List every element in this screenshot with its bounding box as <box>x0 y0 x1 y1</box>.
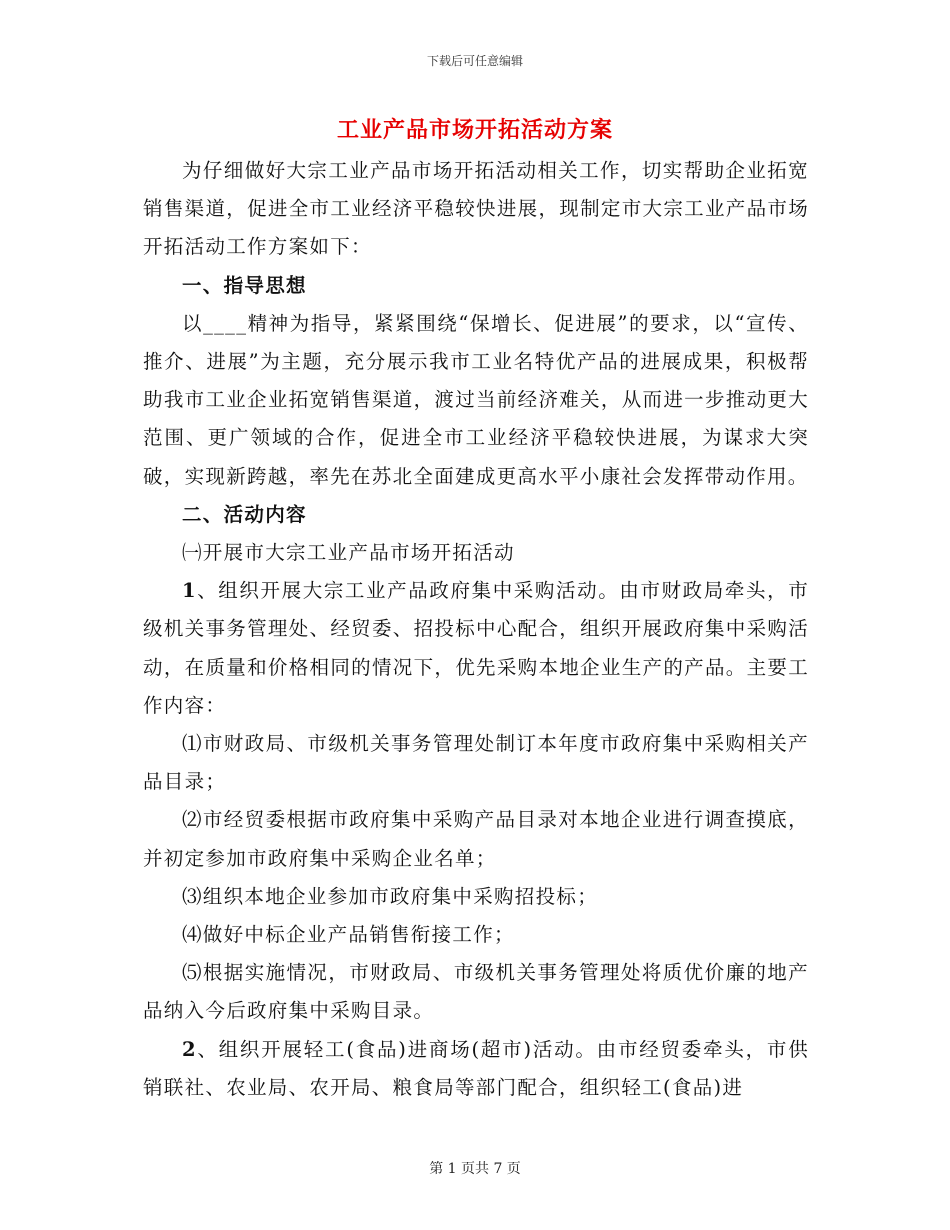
guiding-ideology-paragraph: 以____精神为指导，紧紧围绕“保增长、促进展”的要求，以“宣传、推介、进展”为主题，充分展示我市工业名特优产品的进展成果，积极帮助我市工业企业拓宽销售渠道，渡过当前经济难关，从而进一步推动更大范围、更广领域的合作，促进全市工业经济平稳较快进展，为谋求大突破，实现新跨越，率先在苏北全面建成更高水平小康社会发挥带动作用。 <box>143 311 809 488</box>
item-2-number: 2 <box>182 1037 197 1061</box>
list-item-2: ⑵市经贸委根据市政府集中采购产品目录对本地企业进行调查摸底，并初定参加市政府集中采购企业名单； <box>143 808 809 870</box>
list-item-1: ⑴市财政局、市级机关事务管理处制订本年度市政府集中采购相关产品目录； <box>143 732 809 794</box>
list-item-3: ⑶组织本地企业参加市政府集中采购招投标； <box>182 884 599 908</box>
document-title: 工业产品市场开拓活动方案 <box>336 117 613 143</box>
item-1-text: 、组织开展大宗工业产品政府集中采购活动。由市财政局牵头，市级机关事务管理处、经贸委、招投标中心配合，组织开展政府集中采购活动，在质量和价格相同的情况下，优先采购本地企业生产的产品。主要工作内容： <box>143 579 809 717</box>
item-1-paragraph <box>143 572 809 725</box>
subsection-heading: ㈠开展市大宗工业产品市场开拓活动 <box>182 541 515 565</box>
intro-paragraph: 为仔细做好大宗工业产品市场开拓活动相关工作，切实帮助企业拓宽销售渠道，促进全市工业经济平稳较快进展，现制定市大宗工业产品市场开拓活动工作方案如下： <box>143 159 809 259</box>
document-body <box>143 152 809 1107</box>
section-heading-guiding-ideology: 一、指导思想 <box>182 273 307 297</box>
page-footer-number: 第 1 页共 7 页 <box>429 1161 521 1177</box>
page-header-note: 下载后可任意编辑 <box>426 54 523 68</box>
list-item-4: ⑷做好中标企业产品销售衔接工作； <box>182 923 515 947</box>
section-heading-activity-content: 二、活动内容 <box>182 502 307 526</box>
item-2-text: 、组织开展轻工(食品)进商场(超市)活动。由市经贸委牵头，市供销联社、农业局、农开局、粮食局等部门配合，组织轻工(食品)进 <box>143 1037 809 1099</box>
item-1-number: 1 <box>182 579 197 603</box>
item-2-paragraph <box>143 1031 809 1107</box>
list-item-5: ⑸根据实施情况，市财政局、市级机关事务管理处将质优价廉的地产品纳入今后政府集中采购目录。 <box>143 961 809 1023</box>
